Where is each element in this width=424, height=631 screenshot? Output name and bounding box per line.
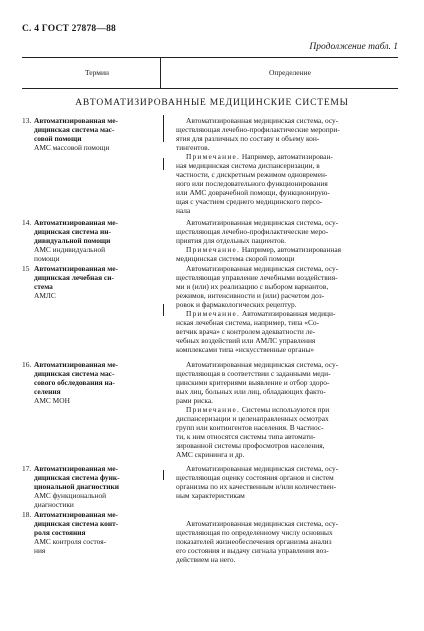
table-top-rule [22, 57, 398, 58]
column-header-term: Термин [84, 68, 110, 77]
column-divider-header [160, 57, 161, 88]
term-13: 13. Автоматизированная ме- дицинская система мас- совой помощи АМС массовой помощи [22, 116, 118, 152]
definition-18: Автоматизированная медицинская система, осу- ществляющая по определенному числу основных показателей жизнеобеспечения организма анализ его состояния и выдачу сигнала управления воз- действием на него. [176, 519, 339, 564]
note-label: Примечание. [186, 309, 240, 318]
column-divider [163, 304, 164, 316]
note-label: Примечание. [186, 245, 240, 254]
column-divider [163, 115, 164, 142]
term-16: 16. Автоматизированная ме- дицинская система мас- сового обследования на- селения АМС МОН [22, 360, 118, 405]
term-17: 17. Автоматизированная ме- дицинская система функ- циональной диагностики АМС функциональной диагностики [22, 464, 120, 509]
section-title: АВТОМАТИЗИРОВАННЫЕ МЕДИЦИНСКИЕ СИСТЕМЫ [75, 98, 349, 108]
column-divider [163, 158, 164, 170]
definition-14: Автоматизированная медицинская система, осу- ществляющая лечебно-профилактические меро- приятия для отдельных пациентов. Примечание. Например, автоматизированная медицинская система скорой помощи [176, 218, 342, 263]
definition-15: Автоматизированная медицинская система, осу- ществляющая управление лечебными воздействия- ми и (или) их реализацию с выбором вариантов, режимов, интенсивности и (или) расчетом доз- ровок и фармакологических рецептур. Примечание. Автоматизированная медици- нская лечебная система, например, типа «Со- ветчик врача» с контролем адекватности ле- чебных воздействий или АМЛС управления комплексами типа «искусственные органы» [176, 264, 339, 354]
term-14: 14. Автоматизированная ме- дицинская система ин- дивидуальной помощи АМС индивидуальной помощи [22, 218, 118, 263]
note-label: Примечание. [186, 152, 240, 161]
column-divider [163, 470, 164, 480]
definition-16: Автоматизированная медицинская система, осу- ществляющая в соответствии с заданными меди- цинскими критериями выявление и отбор здоро- вых лиц, больных или лиц, обладающих факто- рами риска. Примечание. Системы используются при диспансеризации и целенаправленных осмотрах групп или контингентов населения. В частнос- ти, к ним относятся системы типа автомати- зированной системы профосмотров населения, АМС скрининга и др. [176, 360, 339, 459]
note-label: Примечание. [186, 405, 240, 414]
page-header-right: Продолжение табл. 1 [309, 42, 398, 52]
table-header-rule [22, 88, 398, 89]
column-header-definition: Определение [269, 68, 311, 77]
term-18: 18. Автоматизированная ме- дицинская система конт- роля состояния АМС контроля состоя- ния [22, 510, 119, 555]
term-15: 15 Автоматизированная ме- дицинская лечебная си- стема АМЛС [22, 264, 118, 300]
definition-13: Автоматизированная медицинская система, осу- ществляющая лечебно-профилактические меропри- ятия для различных по составу и объему кон- тингентов. Примечание. Например, автоматизирован- ная медицинская система диспансеризации, в частности, с дискретным режимом одновремен- ного или последовательного функционирования или АМС доврачебной помощи, функционирую- щая с участием среднего медицинского персо- нала [176, 116, 340, 215]
page-header-left: С. 4 ГОСТ 27878—88 [22, 24, 116, 34]
definition-17: Автоматизированная медицинская система, осу- ществляющая оценку состояния органов и систем организма по их качественным и/или количествен- ным характеристикам [176, 464, 339, 500]
